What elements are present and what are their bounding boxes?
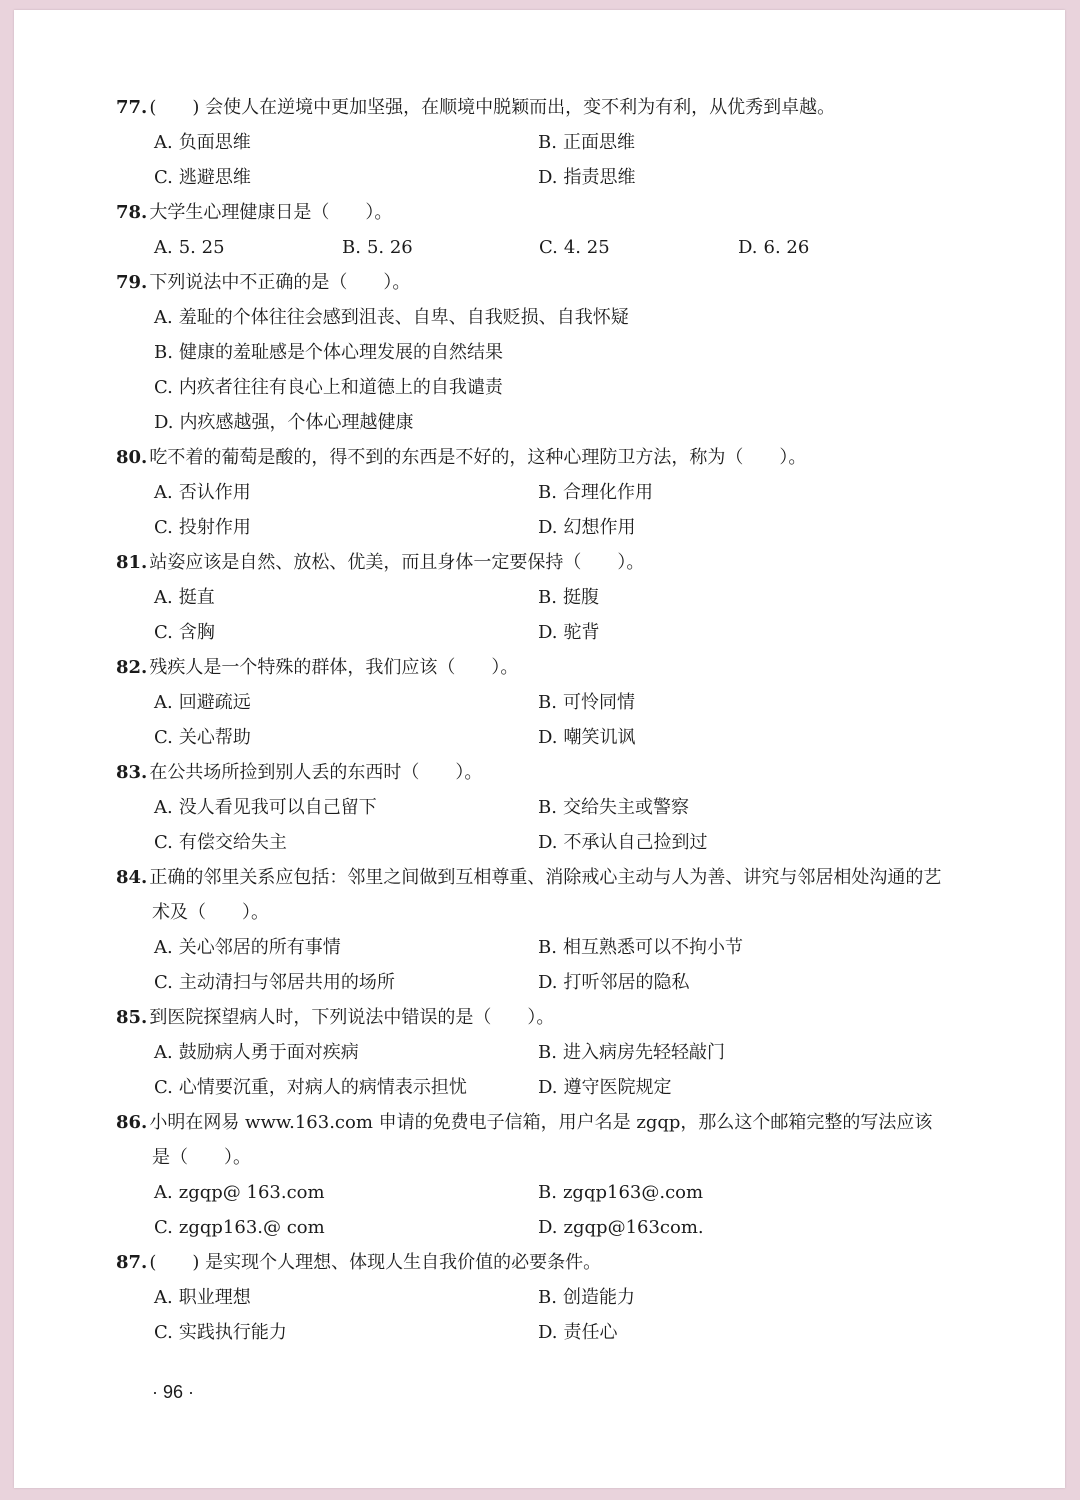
options-row bbox=[116, 1315, 996, 1350]
option-text: 5. 25 bbox=[178, 237, 225, 258]
option-text: 投射作用 bbox=[178, 517, 251, 538]
option-letter: B. bbox=[538, 482, 557, 503]
option-letter: A. bbox=[154, 797, 173, 818]
option-letter: D. bbox=[538, 517, 558, 538]
option-letter: A. bbox=[154, 587, 173, 608]
options-row bbox=[116, 930, 996, 965]
option-c bbox=[154, 720, 251, 755]
question-number: 84. bbox=[116, 867, 148, 888]
options-row bbox=[116, 370, 996, 405]
option-a bbox=[154, 1175, 325, 1210]
option-text: 关心帮助 bbox=[178, 727, 251, 748]
option-letter: A. bbox=[154, 937, 173, 958]
option-letter: B. bbox=[538, 1042, 557, 1063]
option-b bbox=[538, 1035, 725, 1070]
option-letter: D. bbox=[538, 622, 558, 643]
option-text: 挺腹 bbox=[562, 587, 599, 608]
options-row bbox=[116, 685, 996, 720]
question-stem: ( ) 是实现个人理想、体现人生自我价值的必要条件。 bbox=[149, 1252, 602, 1273]
question-86 bbox=[116, 1105, 996, 1245]
option-b bbox=[154, 335, 503, 370]
option-text: 负面思维 bbox=[178, 132, 251, 153]
option-letter: C. bbox=[154, 377, 173, 398]
option-b bbox=[538, 580, 599, 615]
option-d bbox=[538, 160, 636, 195]
option-a bbox=[154, 1280, 251, 1315]
document-page bbox=[14, 10, 1065, 1488]
option-c bbox=[154, 825, 287, 860]
option-d bbox=[738, 230, 809, 265]
option-text: 内疚者往往有良心上和道德上的自我谴责 bbox=[178, 377, 503, 398]
question-78 bbox=[116, 195, 996, 265]
question-stem-line bbox=[116, 265, 996, 300]
option-a bbox=[154, 930, 341, 965]
option-letter: B. bbox=[538, 1182, 557, 1203]
option-a bbox=[154, 475, 251, 510]
option-b bbox=[538, 1175, 703, 1210]
options-row bbox=[116, 1210, 996, 1245]
question-number: 87. bbox=[116, 1252, 148, 1273]
question-number: 77. bbox=[116, 97, 148, 118]
question-stem: 术及（ ）。 bbox=[152, 902, 269, 923]
question-82 bbox=[116, 650, 996, 755]
options-row bbox=[116, 1175, 996, 1210]
option-letter: C. bbox=[154, 167, 173, 188]
option-letter: D. bbox=[538, 1077, 558, 1098]
option-c bbox=[154, 965, 395, 1000]
option-letter: D. bbox=[738, 237, 758, 258]
option-text: 心情要沉重，对病人的病情表示担忧 bbox=[178, 1077, 467, 1098]
option-letter: B. bbox=[538, 132, 557, 153]
option-text: 含胸 bbox=[178, 622, 215, 643]
option-letter: C. bbox=[154, 972, 173, 993]
option-text: 主动清扫与邻居共用的场所 bbox=[178, 972, 395, 993]
options-row bbox=[116, 615, 996, 650]
question-stem-line bbox=[116, 1000, 996, 1035]
option-b bbox=[538, 125, 635, 160]
option-letter: D. bbox=[538, 1322, 558, 1343]
option-text: 有偿交给失主 bbox=[178, 832, 287, 853]
option-text: 5. 26 bbox=[366, 237, 413, 258]
option-d bbox=[538, 1210, 704, 1245]
option-text: 健康的羞耻感是个体心理发展的自然结果 bbox=[178, 342, 503, 363]
options-row bbox=[116, 1280, 996, 1315]
options-row bbox=[116, 300, 996, 335]
option-text: 交给失主或警察 bbox=[562, 797, 689, 818]
option-text: 嘲笑讥讽 bbox=[563, 727, 636, 748]
question-stem-line bbox=[116, 755, 996, 790]
option-letter: D. bbox=[538, 1217, 558, 1238]
question-77 bbox=[116, 90, 996, 195]
option-text: 不承认自己捡到过 bbox=[563, 832, 708, 853]
question-number: 83. bbox=[116, 762, 148, 783]
options-row bbox=[116, 160, 996, 195]
option-text: 否认作用 bbox=[178, 482, 251, 503]
option-text: 没人看见我可以自己留下 bbox=[178, 797, 377, 818]
option-letter: B. bbox=[538, 587, 557, 608]
question-stem: ( ) 会使人在逆境中更加坚强，在顺境中脱颖而出，变不利为有利，从优秀到卓越。 bbox=[149, 97, 836, 118]
option-text: 实践执行能力 bbox=[178, 1322, 287, 1343]
option-text: 关心邻居的所有事情 bbox=[178, 937, 341, 958]
option-d bbox=[538, 615, 600, 650]
option-b bbox=[342, 230, 413, 265]
question-81 bbox=[116, 545, 996, 650]
option-c bbox=[154, 1070, 467, 1105]
question-80 bbox=[116, 440, 996, 545]
option-letter: A. bbox=[154, 307, 173, 328]
options-row bbox=[116, 510, 996, 545]
options-row bbox=[116, 720, 996, 755]
option-text: zgqp163@.com bbox=[562, 1182, 704, 1203]
option-text: zgqp@ 163.com bbox=[178, 1182, 325, 1203]
option-letter: A. bbox=[154, 132, 173, 153]
question-stem-line bbox=[116, 195, 996, 230]
question-list bbox=[116, 90, 996, 1350]
question-stem-line bbox=[116, 1245, 996, 1280]
question-number: 81. bbox=[116, 552, 148, 573]
question-number: 78. bbox=[116, 202, 148, 223]
option-c bbox=[539, 230, 610, 265]
option-letter: D. bbox=[154, 412, 174, 433]
option-letter: B. bbox=[538, 1287, 557, 1308]
option-letter: D. bbox=[538, 167, 558, 188]
question-stem-line bbox=[116, 90, 996, 125]
option-text: 羞耻的个体往往会感到沮丧、自卑、自我贬损、自我怀疑 bbox=[178, 307, 629, 328]
question-stem: 小明在网易 www.163.com 申请的免费电子信箱，用户名是 zgqp，那么这个邮箱完整的写法应该 bbox=[149, 1112, 933, 1133]
question-stem: 在公共场所捡到别人丢的东西时（ ）。 bbox=[149, 762, 483, 783]
option-d bbox=[154, 405, 414, 440]
options-row bbox=[116, 580, 996, 615]
option-letter: D. bbox=[538, 727, 558, 748]
question-stem-line bbox=[116, 1105, 996, 1140]
question-stem-line bbox=[116, 545, 996, 580]
question-number: 86. bbox=[116, 1112, 148, 1133]
option-letter: C. bbox=[154, 1217, 173, 1238]
option-letter: A. bbox=[154, 1042, 173, 1063]
option-letter: D. bbox=[538, 972, 558, 993]
option-text: 相互熟悉可以不拘小节 bbox=[562, 937, 743, 958]
option-b bbox=[538, 1280, 635, 1315]
question-84 bbox=[116, 860, 996, 1000]
option-text: 遵守医院规定 bbox=[563, 1077, 672, 1098]
options-row bbox=[116, 1035, 996, 1070]
option-text: zgqp@163com. bbox=[563, 1217, 704, 1238]
option-text: 责任心 bbox=[563, 1322, 618, 1343]
option-letter: B. bbox=[154, 342, 173, 363]
option-text: 合理化作用 bbox=[562, 482, 653, 503]
question-stem-line bbox=[116, 650, 996, 685]
option-c bbox=[154, 510, 251, 545]
option-letter: A. bbox=[154, 692, 173, 713]
option-a bbox=[154, 300, 629, 335]
option-text: 指责思维 bbox=[563, 167, 636, 188]
question-stem-line bbox=[116, 440, 996, 475]
question-stem: 到医院探望病人时，下列说法中错误的是（ ）。 bbox=[149, 1007, 555, 1028]
option-d bbox=[538, 1070, 672, 1105]
option-letter: C. bbox=[154, 832, 173, 853]
option-text: 进入病房先轻轻敲门 bbox=[562, 1042, 725, 1063]
option-a bbox=[154, 1035, 359, 1070]
options-row bbox=[116, 335, 996, 370]
question-number: 79. bbox=[116, 272, 148, 293]
option-letter: B. bbox=[538, 692, 557, 713]
option-text: 职业理想 bbox=[178, 1287, 251, 1308]
option-letter: C. bbox=[154, 727, 173, 748]
option-b bbox=[538, 475, 653, 510]
option-letter: C. bbox=[154, 517, 173, 538]
option-letter: B. bbox=[342, 237, 361, 258]
option-text: 可怜同情 bbox=[562, 692, 635, 713]
options-row bbox=[116, 825, 996, 860]
question-stem-line bbox=[116, 860, 996, 895]
option-letter: A. bbox=[154, 237, 173, 258]
option-b bbox=[538, 930, 743, 965]
option-c bbox=[154, 160, 251, 195]
option-d bbox=[538, 825, 708, 860]
option-text: 4. 25 bbox=[563, 237, 610, 258]
option-letter: C. bbox=[154, 622, 173, 643]
question-stem: 是（ ）。 bbox=[152, 1147, 251, 1168]
option-letter: A. bbox=[154, 1287, 173, 1308]
option-text: 6. 26 bbox=[763, 237, 810, 258]
question-number: 82. bbox=[116, 657, 148, 678]
question-number: 80. bbox=[116, 447, 148, 468]
option-text: 打听邻居的隐私 bbox=[563, 972, 690, 993]
option-d bbox=[538, 720, 636, 755]
option-d bbox=[538, 965, 690, 1000]
question-stem: 大学生心理健康日是（ ）。 bbox=[149, 202, 393, 223]
option-b bbox=[538, 685, 635, 720]
option-b bbox=[538, 790, 689, 825]
question-87 bbox=[116, 1245, 996, 1350]
option-text: 正面思维 bbox=[562, 132, 635, 153]
option-letter: C. bbox=[154, 1077, 173, 1098]
options-row bbox=[116, 790, 996, 825]
option-c bbox=[154, 1315, 287, 1350]
option-letter: B. bbox=[538, 797, 557, 818]
option-letter: C. bbox=[539, 237, 558, 258]
option-text: 挺直 bbox=[178, 587, 215, 608]
option-a bbox=[154, 125, 251, 160]
option-text: 驼背 bbox=[563, 622, 600, 643]
option-a bbox=[154, 685, 251, 720]
question-stem: 下列说法中不正确的是（ ）。 bbox=[149, 272, 411, 293]
option-text: 创造能力 bbox=[562, 1287, 635, 1308]
options-row bbox=[116, 405, 996, 440]
question-stem-continuation bbox=[116, 1140, 996, 1175]
option-letter: A. bbox=[154, 1182, 173, 1203]
option-a bbox=[154, 790, 377, 825]
option-d bbox=[538, 510, 636, 545]
option-letter: A. bbox=[154, 482, 173, 503]
option-a bbox=[154, 580, 215, 615]
options-row bbox=[116, 965, 996, 1000]
option-letter: C. bbox=[154, 1322, 173, 1343]
question-83 bbox=[116, 755, 996, 860]
options-row bbox=[116, 230, 996, 265]
option-d bbox=[538, 1315, 618, 1350]
question-85 bbox=[116, 1000, 996, 1105]
option-text: 幻想作用 bbox=[563, 517, 636, 538]
option-text: 逃避思维 bbox=[178, 167, 251, 188]
options-row bbox=[116, 475, 996, 510]
question-stem: 站姿应该是自然、放松、优美，而且身体一定要保持（ ）。 bbox=[149, 552, 645, 573]
option-text: 鼓励病人勇于面对疾病 bbox=[178, 1042, 359, 1063]
option-a bbox=[154, 230, 225, 265]
option-c bbox=[154, 615, 215, 650]
question-stem: 正确的邻里关系应包括：邻里之间做到互相尊重、消除戒心主动与人为善、讲究与邻居相处沟通的艺 bbox=[149, 867, 942, 888]
option-text: 回避疏远 bbox=[178, 692, 251, 713]
question-79 bbox=[116, 265, 996, 440]
page-number: · 96 · bbox=[152, 1382, 195, 1402]
option-letter: D. bbox=[538, 832, 558, 853]
question-stem-continuation bbox=[116, 895, 996, 930]
option-text: zgqp163.@ com bbox=[178, 1217, 325, 1238]
question-stem: 残疾人是一个特殊的群体，我们应该（ ）。 bbox=[149, 657, 519, 678]
option-letter: B. bbox=[538, 937, 557, 958]
option-text: 内疚感越强，个体心理越健康 bbox=[179, 412, 414, 433]
question-number: 85. bbox=[116, 1007, 148, 1028]
option-c bbox=[154, 370, 503, 405]
option-c bbox=[154, 1210, 325, 1245]
question-stem: 吃不着的葡萄是酸的，得不到的东西是不好的，这种心理防卫方法，称为（ ）。 bbox=[149, 447, 807, 468]
options-row bbox=[116, 125, 996, 160]
options-row bbox=[116, 1070, 996, 1105]
